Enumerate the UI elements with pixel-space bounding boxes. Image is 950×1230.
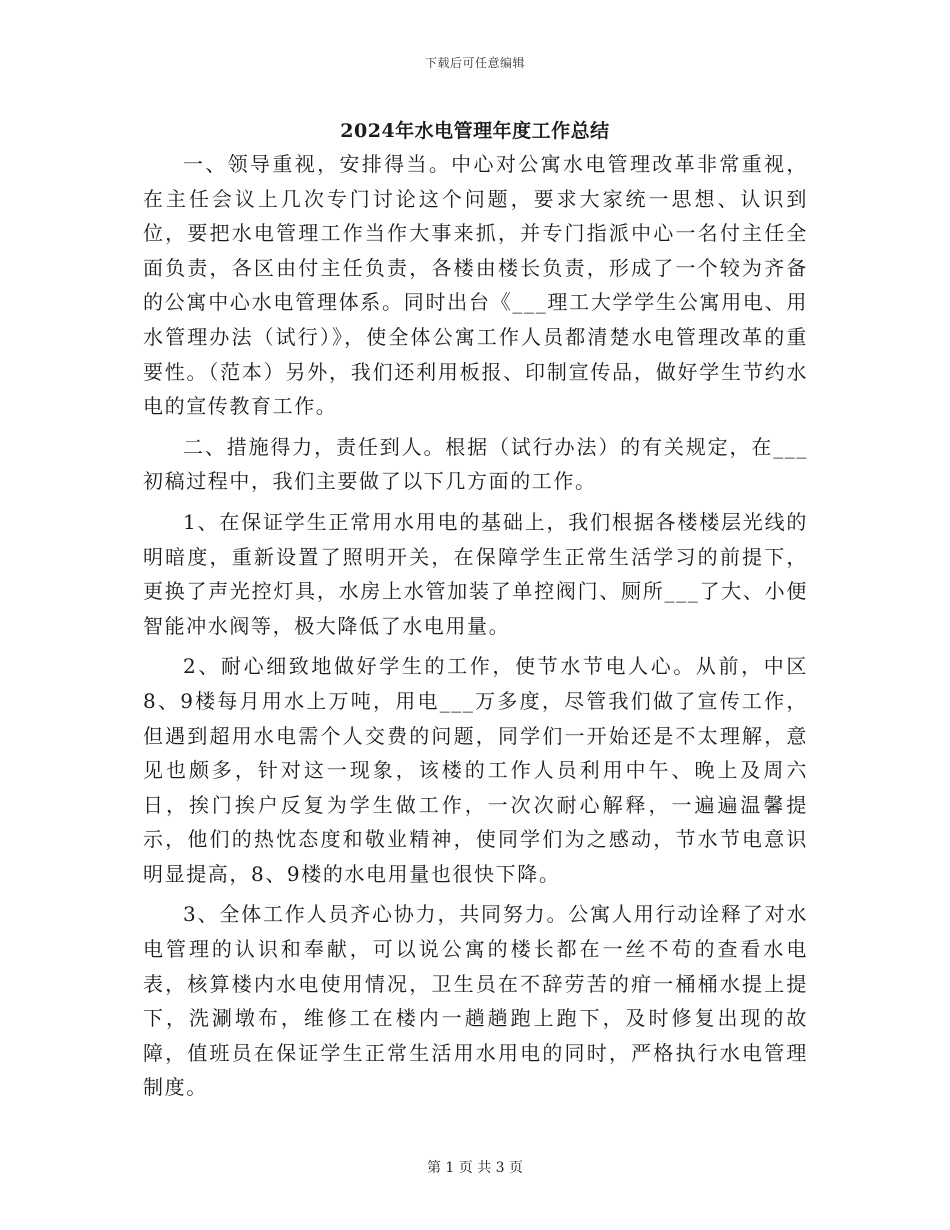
paragraph-3: 1、在保证学生正常用水用电的基础上，我们根据各楼楼层光线的明暗度，重新设置了照明开关，在保障学生正常生活学习的前提下，更换了声光控灯具，水房上水管加装了单控阀门、厕所___了大、小便智能冲水阀等，极大降低了水电用量。 — [143, 509, 808, 638]
paragraph-5: 3、全体工作人员齐心协力，共同努力。公寓人用行动诠释了对水电管理的认识和奉献，可以说公寓的楼长都在一丝不苟的查看水电表，核算楼内水电使用情况，卫生员在不辞劳苦的疳一桶桶水提上提下，洗涮墩布，维修工在楼内一趟趟跑上跑下，及时修复出现的故障，值班员在保证学生正常生活用水用电的同时，严格执行水电管理制度。 — [143, 902, 808, 1100]
page-number: 第 1 页 共 3 页 — [426, 1160, 524, 1176]
document-body — [143, 147, 808, 1111]
header-note: 下载后可任意编辑 — [424, 56, 525, 70]
document-title: 2024年水电管理年度工作总结 — [340, 120, 610, 142]
paragraph-2: 二、措施得力，责任到人。根据（试行办法）的有关规定，在___初稿过程中，我们主要做了以下几方面的工作。 — [143, 434, 808, 494]
paragraph-4: 2、耐心细致地做好学生的工作，使节水节电人心。从前，中区8、9楼每月用水上万吨，用电___万多度，尽管我们做了宣传工作，但遇到超用水电需个人交费的问题，同学们一开始还是不太理解，意见也颇多，针对这一现象，该楼的工作人员利用中午、晚上及周六日，挨门挨户反复为学生做工作，一次次耐心解释，一遍遍温馨提示，他们的热忱态度和敬业精神，使同学们为之感动，节水节电意识明显提高，8、9楼的水电用量也很快下降。 — [143, 654, 808, 886]
paragraph-1: 一、领导重视，安排得当。中心对公寓水电管理改革非常重视，在主任会议上几次专门讨论这个问题，要求大家统一思想、认识到位，要把水电管理工作当作大事来抓，并专门指派中心一名付主任全面负责，各区由付主任负责，各楼由楼长负责，形成了一个较为齐备的公寓中心水电管理体系。同时出台《___理工大学学生公寓用电、用水管理办法（试行）》，使全体公寓工作人员都清楚水电管理改革的重要性。（范本）另外，我们还利用板报、印制宣传品，做好学生节约水电的宣传教育工作。 — [143, 152, 808, 419]
